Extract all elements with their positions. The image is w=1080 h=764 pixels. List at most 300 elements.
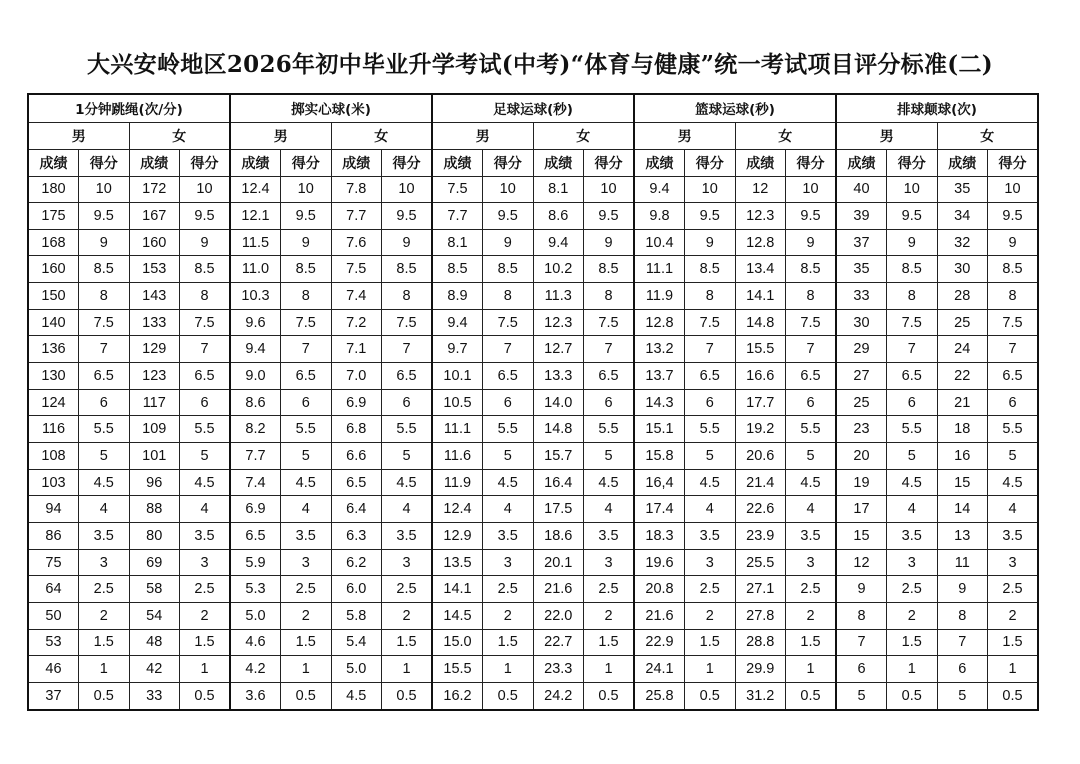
table-cell: 9.8 xyxy=(634,203,685,230)
table-cell: 3 xyxy=(988,549,1039,576)
table-cell: 27.1 xyxy=(735,576,786,603)
table-cell: 24 xyxy=(937,336,988,363)
table-cell: 1 xyxy=(988,656,1039,683)
table-cell: 4 xyxy=(382,496,433,523)
table-cell: 48 xyxy=(129,629,180,656)
table-cell: 13 xyxy=(937,523,988,550)
table-cell: 11.1 xyxy=(634,256,685,283)
table-cell: 175 xyxy=(28,203,79,230)
table-cell: 6.2 xyxy=(331,549,382,576)
table-cell: 7.4 xyxy=(230,469,281,496)
table-cell: 4.5 xyxy=(281,469,332,496)
table-cell: 4 xyxy=(786,496,837,523)
table-cell: 4.5 xyxy=(382,469,433,496)
table-cell: 10 xyxy=(988,176,1039,203)
table-cell: 50 xyxy=(28,603,79,630)
table-cell: 9 xyxy=(382,229,433,256)
table-cell: 5 xyxy=(483,443,534,470)
table-cell: 8.5 xyxy=(786,256,837,283)
table-cell: 23 xyxy=(836,416,887,443)
table-cell: 5 xyxy=(281,443,332,470)
table-cell: 5 xyxy=(887,443,938,470)
table-cell: 10 xyxy=(180,176,231,203)
table-cell: 2.5 xyxy=(584,576,635,603)
table-cell: 58 xyxy=(129,576,180,603)
event-header: 篮球运球(秒) xyxy=(634,94,836,122)
table-cell: 3.5 xyxy=(281,523,332,550)
table-cell: 6.5 xyxy=(382,363,433,390)
table-cell: 6.3 xyxy=(331,523,382,550)
table-cell: 11.9 xyxy=(432,469,483,496)
table-cell: 5.8 xyxy=(331,603,382,630)
table-cell: 4 xyxy=(483,496,534,523)
table-cell: 25 xyxy=(937,309,988,336)
table-cell: 1.5 xyxy=(382,629,433,656)
table-row xyxy=(28,496,1038,523)
table-cell: 7 xyxy=(382,336,433,363)
column-label-row xyxy=(28,149,1038,176)
event-header: 排球颠球(次) xyxy=(836,94,1038,122)
table-cell: 6 xyxy=(786,389,837,416)
table-row xyxy=(28,416,1038,443)
table-cell: 2.5 xyxy=(887,576,938,603)
table-cell: 1 xyxy=(382,656,433,683)
table-cell: 1.5 xyxy=(685,629,736,656)
column-label: 得分 xyxy=(382,149,433,176)
table-cell: 5 xyxy=(685,443,736,470)
table-cell: 14.1 xyxy=(432,576,483,603)
table-cell: 8.1 xyxy=(533,176,584,203)
table-cell: 6 xyxy=(281,389,332,416)
gender-header: 男 xyxy=(634,122,735,149)
table-cell: 9.7 xyxy=(432,336,483,363)
table-cell: 5.9 xyxy=(230,549,281,576)
table-cell: 6.6 xyxy=(331,443,382,470)
table-row xyxy=(28,229,1038,256)
table-cell: 7.1 xyxy=(331,336,382,363)
table-cell: 2.5 xyxy=(988,576,1039,603)
table-cell: 116 xyxy=(28,416,79,443)
table-cell: 1.5 xyxy=(887,629,938,656)
table-cell: 168 xyxy=(28,229,79,256)
table-cell: 153 xyxy=(129,256,180,283)
table-cell: 34 xyxy=(937,203,988,230)
table-cell: 14.1 xyxy=(735,283,786,310)
column-label: 得分 xyxy=(685,149,736,176)
table-cell: 8.5 xyxy=(281,256,332,283)
table-row xyxy=(28,389,1038,416)
table-cell: 1 xyxy=(180,656,231,683)
table-cell: 7.7 xyxy=(230,443,281,470)
table-cell: 5.5 xyxy=(685,416,736,443)
table-cell: 54 xyxy=(129,603,180,630)
event-header: 足球运球(秒) xyxy=(432,94,634,122)
table-cell: 30 xyxy=(836,309,887,336)
table-cell: 24.2 xyxy=(533,682,584,710)
table-cell: 4.5 xyxy=(988,469,1039,496)
table-cell: 27 xyxy=(836,363,887,390)
table-cell: 9 xyxy=(988,229,1039,256)
table-cell: 3.5 xyxy=(584,523,635,550)
gender-header: 女 xyxy=(937,122,1038,149)
table-cell: 25 xyxy=(836,389,887,416)
table-cell: 3.5 xyxy=(483,523,534,550)
table-cell: 7 xyxy=(79,336,130,363)
column-label: 得分 xyxy=(786,149,837,176)
table-cell: 7.4 xyxy=(331,283,382,310)
table-cell: 3 xyxy=(584,549,635,576)
table-cell: 9.5 xyxy=(786,203,837,230)
table-cell: 53 xyxy=(28,629,79,656)
table-cell: 6 xyxy=(382,389,433,416)
table-cell: 10.3 xyxy=(230,283,281,310)
table-cell: 2 xyxy=(79,603,130,630)
table-cell: 4.2 xyxy=(230,656,281,683)
table-cell: 18.6 xyxy=(533,523,584,550)
column-label: 成绩 xyxy=(331,149,382,176)
table-cell: 9 xyxy=(786,229,837,256)
table-cell: 10.4 xyxy=(634,229,685,256)
table-cell: 0.5 xyxy=(382,682,433,710)
table-cell: 0.5 xyxy=(786,682,837,710)
table-cell: 9.6 xyxy=(230,309,281,336)
table-cell: 7.8 xyxy=(331,176,382,203)
table-cell: 5.5 xyxy=(887,416,938,443)
table-cell: 8.6 xyxy=(533,203,584,230)
table-cell: 9.5 xyxy=(887,203,938,230)
table-cell: 0.5 xyxy=(988,682,1039,710)
table-cell: 14.8 xyxy=(735,309,786,336)
table-cell: 2 xyxy=(988,603,1039,630)
table-cell: 6.5 xyxy=(281,363,332,390)
column-label: 得分 xyxy=(988,149,1039,176)
table-cell: 6 xyxy=(685,389,736,416)
table-cell: 33 xyxy=(129,682,180,710)
table-cell: 14 xyxy=(937,496,988,523)
table-cell: 8.5 xyxy=(988,256,1039,283)
table-cell: 117 xyxy=(129,389,180,416)
table-cell: 8 xyxy=(937,603,988,630)
table-cell: 15.8 xyxy=(634,443,685,470)
table-cell: 130 xyxy=(28,363,79,390)
column-label: 成绩 xyxy=(28,149,79,176)
table-cell: 11.9 xyxy=(634,283,685,310)
table-cell: 8.5 xyxy=(887,256,938,283)
table-cell: 3.5 xyxy=(988,523,1039,550)
table-cell: 9.4 xyxy=(634,176,685,203)
column-label: 得分 xyxy=(584,149,635,176)
column-label: 得分 xyxy=(79,149,130,176)
table-cell: 8.5 xyxy=(584,256,635,283)
table-cell: 5.5 xyxy=(180,416,231,443)
table-cell: 4.6 xyxy=(230,629,281,656)
table-cell: 1.5 xyxy=(786,629,837,656)
column-label: 得分 xyxy=(887,149,938,176)
table-cell: 3 xyxy=(382,549,433,576)
table-cell: 6 xyxy=(483,389,534,416)
table-cell: 29 xyxy=(836,336,887,363)
table-cell: 10 xyxy=(887,176,938,203)
gender-header: 女 xyxy=(331,122,432,149)
table-row xyxy=(28,363,1038,390)
table-cell: 7 xyxy=(685,336,736,363)
table-cell: 20.8 xyxy=(634,576,685,603)
table-cell: 9 xyxy=(887,229,938,256)
table-cell: 4 xyxy=(988,496,1039,523)
table-cell: 16.2 xyxy=(432,682,483,710)
table-cell: 6.5 xyxy=(483,363,534,390)
table-cell: 7 xyxy=(786,336,837,363)
table-cell: 2.5 xyxy=(180,576,231,603)
table-cell: 21.4 xyxy=(735,469,786,496)
table-cell: 7.2 xyxy=(331,309,382,336)
table-row xyxy=(28,309,1038,336)
table-cell: 4 xyxy=(79,496,130,523)
table-cell: 10.1 xyxy=(432,363,483,390)
table-cell: 7.5 xyxy=(180,309,231,336)
table-cell: 103 xyxy=(28,469,79,496)
table-cell: 8.5 xyxy=(382,256,433,283)
table-cell: 129 xyxy=(129,336,180,363)
table-row xyxy=(28,656,1038,683)
table-cell: 33 xyxy=(836,283,887,310)
table-cell: 4.5 xyxy=(331,682,382,710)
table-cell: 0.5 xyxy=(180,682,231,710)
table-cell: 16.6 xyxy=(735,363,786,390)
column-label: 成绩 xyxy=(937,149,988,176)
table-cell: 8.5 xyxy=(685,256,736,283)
table-cell: 9.5 xyxy=(281,203,332,230)
table-cell: 8.2 xyxy=(230,416,281,443)
table-cell: 12.4 xyxy=(432,496,483,523)
table-cell: 3.5 xyxy=(79,523,130,550)
table-cell: 17.4 xyxy=(634,496,685,523)
table-cell: 11.5 xyxy=(230,229,281,256)
table-cell: 2.5 xyxy=(685,576,736,603)
gender-header: 女 xyxy=(533,122,634,149)
table-cell: 0.5 xyxy=(887,682,938,710)
table-cell: 37 xyxy=(836,229,887,256)
table-cell: 1 xyxy=(79,656,130,683)
table-cell: 133 xyxy=(129,309,180,336)
table-cell: 12.3 xyxy=(735,203,786,230)
table-cell: 7.5 xyxy=(432,176,483,203)
table-cell: 8 xyxy=(786,283,837,310)
table-cell: 12 xyxy=(836,549,887,576)
table-cell: 64 xyxy=(28,576,79,603)
table-cell: 6 xyxy=(180,389,231,416)
gender-header-row xyxy=(28,122,1038,149)
table-cell: 7.5 xyxy=(483,309,534,336)
table-cell: 15.5 xyxy=(432,656,483,683)
table-cell: 20.6 xyxy=(735,443,786,470)
table-cell: 11 xyxy=(937,549,988,576)
table-cell: 9.4 xyxy=(533,229,584,256)
table-cell: 101 xyxy=(129,443,180,470)
table-cell: 10.5 xyxy=(432,389,483,416)
table-cell: 9 xyxy=(281,229,332,256)
table-cell: 10 xyxy=(382,176,433,203)
table-cell: 4.5 xyxy=(79,469,130,496)
table-cell: 39 xyxy=(836,203,887,230)
table-cell: 3 xyxy=(786,549,837,576)
event-header-row xyxy=(28,94,1038,122)
table-cell: 20 xyxy=(836,443,887,470)
table-cell: 96 xyxy=(129,469,180,496)
table-cell: 9.0 xyxy=(230,363,281,390)
table-cell: 3.5 xyxy=(180,523,231,550)
table-cell: 8 xyxy=(685,283,736,310)
table-cell: 22.0 xyxy=(533,603,584,630)
table-cell: 143 xyxy=(129,283,180,310)
table-row xyxy=(28,203,1038,230)
table-cell: 6.5 xyxy=(331,469,382,496)
table-cell: 2.5 xyxy=(281,576,332,603)
table-cell: 8 xyxy=(483,283,534,310)
table-cell: 15.1 xyxy=(634,416,685,443)
document-title: 大兴安岭地区2026年初中毕业升学考试(中考)“体育与健康”统一考试项目评分标准(二) xyxy=(87,51,993,78)
table-cell: 2 xyxy=(786,603,837,630)
table-cell: 31.2 xyxy=(735,682,786,710)
table-cell: 3 xyxy=(685,549,736,576)
table-row xyxy=(28,176,1038,203)
table-cell: 24.1 xyxy=(634,656,685,683)
table-cell: 37 xyxy=(28,682,79,710)
table-cell: 1.5 xyxy=(988,629,1039,656)
table-cell: 75 xyxy=(28,549,79,576)
table-cell: 8.5 xyxy=(432,256,483,283)
table-cell: 7 xyxy=(836,629,887,656)
table-cell: 6.5 xyxy=(887,363,938,390)
table-cell: 2 xyxy=(281,603,332,630)
table-cell: 9 xyxy=(836,576,887,603)
table-cell: 5 xyxy=(79,443,130,470)
table-cell: 9 xyxy=(79,229,130,256)
table-cell: 2 xyxy=(887,603,938,630)
table-cell: 17.7 xyxy=(735,389,786,416)
table-cell: 27.8 xyxy=(735,603,786,630)
table-cell: 4 xyxy=(180,496,231,523)
table-cell: 6 xyxy=(937,656,988,683)
table-cell: 46 xyxy=(28,656,79,683)
table-cell: 9 xyxy=(584,229,635,256)
table-cell: 7.5 xyxy=(988,309,1039,336)
table-cell: 12.8 xyxy=(735,229,786,256)
table-cell: 5 xyxy=(937,682,988,710)
scoring-standards-table xyxy=(27,93,1039,711)
table-row xyxy=(28,603,1038,630)
table-cell: 42 xyxy=(129,656,180,683)
table-cell: 6.5 xyxy=(584,363,635,390)
table-cell: 9.5 xyxy=(988,203,1039,230)
table-cell: 13.2 xyxy=(634,336,685,363)
table-cell: 7.5 xyxy=(685,309,736,336)
table-cell: 15 xyxy=(937,469,988,496)
table-cell: 8 xyxy=(281,283,332,310)
table-cell: 7.7 xyxy=(432,203,483,230)
column-label: 得分 xyxy=(180,149,231,176)
table-cell: 10 xyxy=(281,176,332,203)
table-cell: 5.5 xyxy=(988,416,1039,443)
table-cell: 3 xyxy=(887,549,938,576)
table-cell: 18.3 xyxy=(634,523,685,550)
table-cell: 12 xyxy=(735,176,786,203)
table-cell: 5 xyxy=(382,443,433,470)
table-cell: 0.5 xyxy=(584,682,635,710)
table-cell: 8 xyxy=(887,283,938,310)
column-label: 成绩 xyxy=(533,149,584,176)
table-cell: 28.8 xyxy=(735,629,786,656)
table-cell: 23.3 xyxy=(533,656,584,683)
table-cell: 69 xyxy=(129,549,180,576)
table-cell: 9.5 xyxy=(180,203,231,230)
table-cell: 4 xyxy=(887,496,938,523)
table-cell: 5 xyxy=(786,443,837,470)
table-cell: 11.0 xyxy=(230,256,281,283)
table-cell: 7 xyxy=(483,336,534,363)
table-cell: 94 xyxy=(28,496,79,523)
table-cell: 1.5 xyxy=(79,629,130,656)
table-cell: 11.1 xyxy=(432,416,483,443)
table-cell: 20.1 xyxy=(533,549,584,576)
table-cell: 80 xyxy=(129,523,180,550)
table-cell: 7 xyxy=(937,629,988,656)
table-cell: 2 xyxy=(180,603,231,630)
table-cell: 10 xyxy=(584,176,635,203)
gender-header: 女 xyxy=(129,122,230,149)
table-cell: 1 xyxy=(584,656,635,683)
table-cell: 4.5 xyxy=(685,469,736,496)
table-cell: 10 xyxy=(79,176,130,203)
table-row xyxy=(28,283,1038,310)
table-cell: 2 xyxy=(382,603,433,630)
table-cell: 150 xyxy=(28,283,79,310)
table-cell: 15.0 xyxy=(432,629,483,656)
table-cell: 172 xyxy=(129,176,180,203)
table-cell: 9.5 xyxy=(79,203,130,230)
table-cell: 4.5 xyxy=(584,469,635,496)
table-cell: 2.5 xyxy=(79,576,130,603)
table-cell: 136 xyxy=(28,336,79,363)
table-cell: 1 xyxy=(281,656,332,683)
table-cell: 5.0 xyxy=(331,656,382,683)
table-cell: 1.5 xyxy=(483,629,534,656)
table-cell: 19.2 xyxy=(735,416,786,443)
table-cell: 4 xyxy=(584,496,635,523)
column-label: 成绩 xyxy=(230,149,281,176)
table-row xyxy=(28,469,1038,496)
table-cell: 2.5 xyxy=(483,576,534,603)
table-cell: 9 xyxy=(685,229,736,256)
table-cell: 2 xyxy=(483,603,534,630)
table-cell: 7.5 xyxy=(584,309,635,336)
table-cell: 8.5 xyxy=(180,256,231,283)
table-cell: 123 xyxy=(129,363,180,390)
table-cell: 4.5 xyxy=(887,469,938,496)
table-cell: 6.5 xyxy=(786,363,837,390)
table-cell: 9 xyxy=(937,576,988,603)
event-header: 掷实心球(米) xyxy=(230,94,432,122)
table-cell: 9 xyxy=(483,229,534,256)
table-cell: 8 xyxy=(988,283,1039,310)
table-cell: 12.1 xyxy=(230,203,281,230)
table-cell: 7 xyxy=(584,336,635,363)
table-cell: 9.5 xyxy=(685,203,736,230)
table-cell: 8.1 xyxy=(432,229,483,256)
table-cell: 7.5 xyxy=(281,309,332,336)
table-cell: 14.0 xyxy=(533,389,584,416)
table-cell: 109 xyxy=(129,416,180,443)
